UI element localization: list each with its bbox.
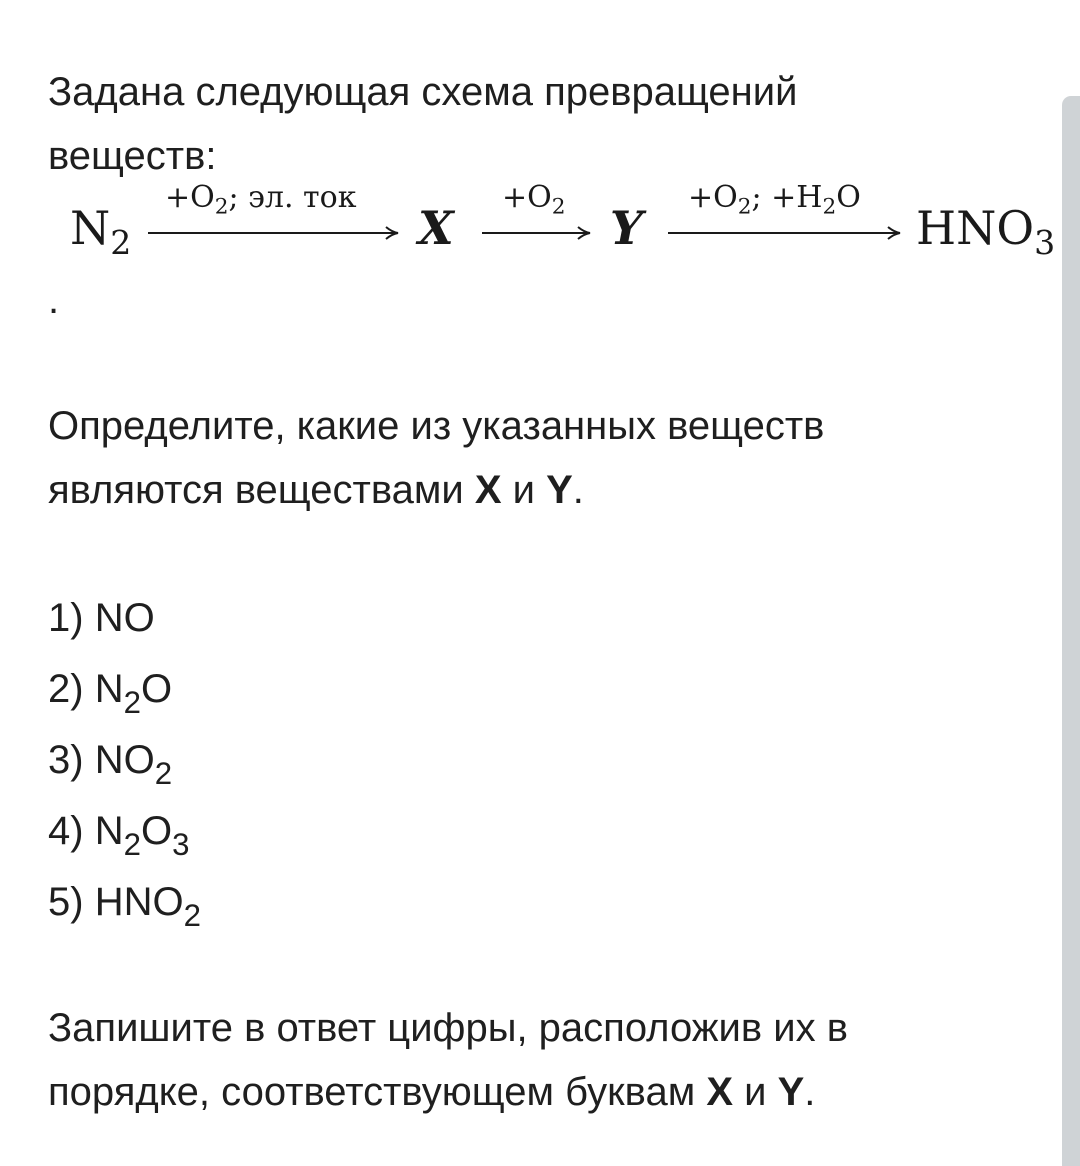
question-y: Y <box>546 468 573 512</box>
answer-line-1: Запишите в ответ цифры, расположив их в <box>48 1006 848 1050</box>
option-5: 5) $HNO_2$ <box>48 880 201 933</box>
scheme-trailing-dot: . <box>48 278 60 322</box>
question-x: X <box>474 468 502 512</box>
vertical-scrollbar[interactable] <box>1062 96 1080 1166</box>
question-block <box>48 394 824 522</box>
option-3: 3) $NO_2$ <box>48 738 173 791</box>
intro-line-2: веществ: <box>48 134 217 178</box>
question-line-2: являются веществами <box>48 468 475 512</box>
question-line-1: Определите, какие из указанных веществ <box>48 404 825 448</box>
transformation-scheme <box>70 178 1070 278</box>
answer-y: Y <box>777 1070 805 1114</box>
option-1: 1) NO <box>48 596 155 640</box>
answer-options-list <box>48 590 201 945</box>
step2-condition: $+O_2$ <box>502 180 566 220</box>
arrow-1-icon <box>148 226 400 240</box>
option-4: 4) $N_2O_3$ <box>48 809 190 862</box>
scheme-y: Y <box>610 201 643 255</box>
question-text: Определите, какие из указанных веществ являются веществами X и Y. <box>48 404 825 512</box>
scheme-start-substance: $N_2$ <box>70 201 132 262</box>
arrow-3-icon <box>668 226 902 240</box>
arrow-2-icon <box>482 226 592 240</box>
task-intro <box>48 60 1048 188</box>
scheme-x: X <box>418 201 454 255</box>
answer-instruction-block <box>48 996 848 1124</box>
answer-line-2: порядке, соответствующем буквам <box>48 1070 707 1114</box>
answer-text: Запишите в ответ цифры, расположив их в порядке, соответствующем буквам X и Y. <box>48 1006 848 1114</box>
intro-text <box>48 60 1048 188</box>
scheme-end-substance: $HNO_3$ <box>916 201 1056 262</box>
intro-line-1: Задана следующая схема превращений <box>48 70 798 114</box>
step1-condition: $+O_2$; эл. ток <box>165 180 357 220</box>
step3-condition: $+O_2$; $+H_2O$ <box>688 180 861 220</box>
option-2: 2) $N_2O$ <box>48 667 173 720</box>
answer-x: X <box>706 1070 733 1114</box>
